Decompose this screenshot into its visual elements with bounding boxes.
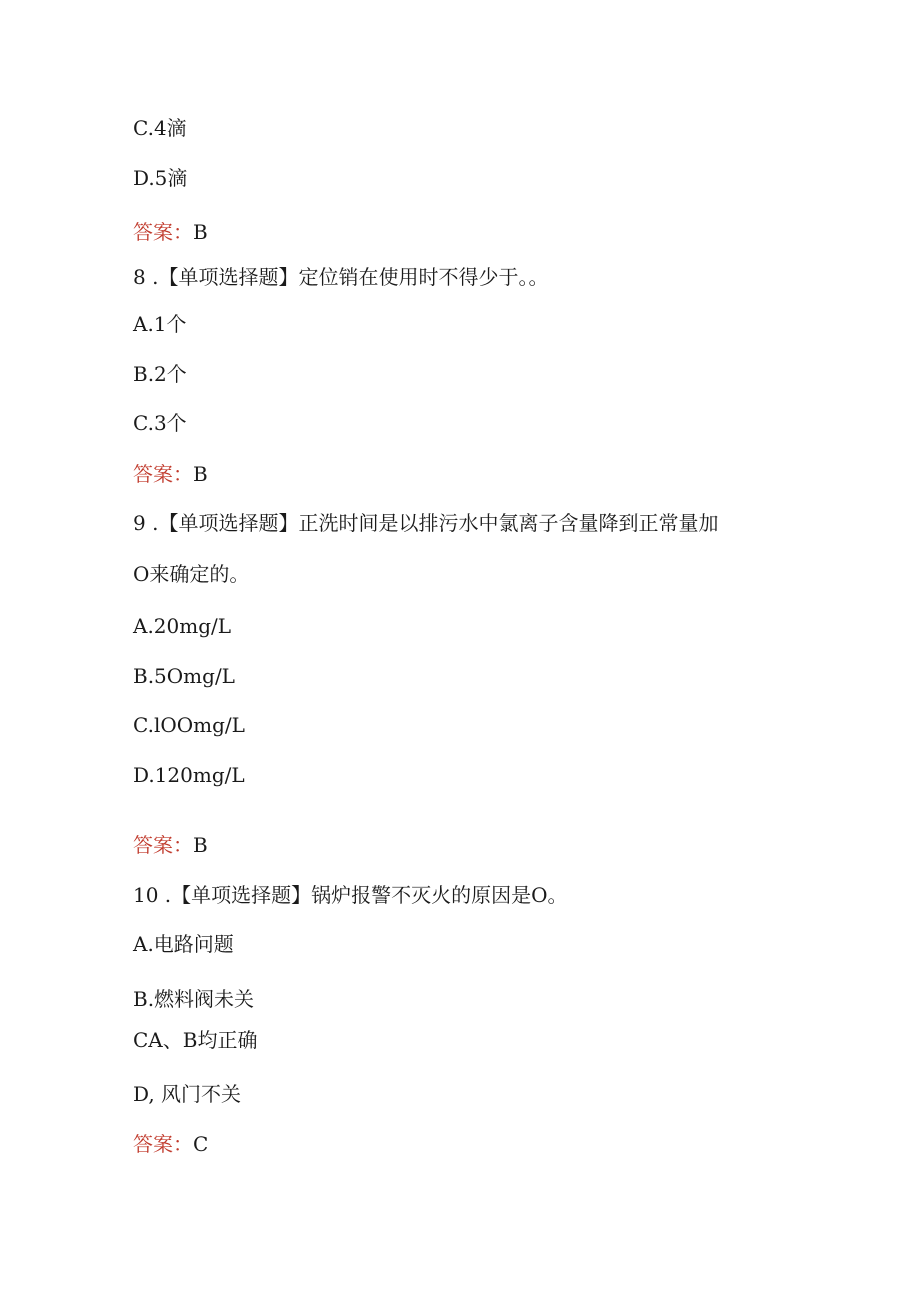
answer-q7 — [133, 219, 208, 245]
answer-q8 — [133, 461, 208, 487]
option-d-q10: D, 风门不关 — [133, 1082, 242, 1106]
option-b-q10: B.燃料阀未关 — [133, 987, 255, 1011]
answer-q9 — [133, 832, 208, 858]
option-a-q10: A.电路问题 — [133, 932, 234, 956]
question-8: 8 .【单项选择题】定位销在使用时不得少于。。 — [133, 265, 549, 289]
option-c-q8: C.3个 — [133, 411, 187, 435]
answer-value: B — [193, 220, 208, 244]
answer-q10 — [133, 1131, 208, 1157]
option-a-q9: A.20mg∕L — [133, 614, 232, 638]
option-c-q7: C.4滴 — [133, 116, 187, 140]
option-d-q7: D.5滴 — [133, 166, 188, 190]
answer-label: 答案： — [133, 833, 193, 857]
option-b-q9: B.5Omg∕L — [133, 664, 235, 688]
answer-value: B — [193, 833, 208, 857]
option-c-q9: C.lOOmg/L — [133, 713, 245, 737]
option-c-q10: CA、B均正确 — [133, 1028, 258, 1052]
answer-value: C — [193, 1132, 209, 1156]
option-a-q8: A.1个 — [133, 312, 187, 336]
answer-label: 答案： — [133, 1132, 193, 1156]
answer-value: B — [193, 462, 208, 486]
answer-label: 答案： — [133, 220, 193, 244]
question-9-continued: O来确定的。 — [133, 562, 250, 586]
answer-label: 答案： — [133, 462, 193, 486]
question-9: 9 .【单项选择题】正洗时间是以排污水中氯离子含量降到正常量加 — [133, 511, 719, 535]
question-10: 10 .【单项选择题】锅炉报警不灭火的原因是O。 — [133, 883, 568, 907]
option-d-q9: D.120mg∕L — [133, 763, 245, 787]
option-b-q8: B.2个 — [133, 362, 187, 386]
